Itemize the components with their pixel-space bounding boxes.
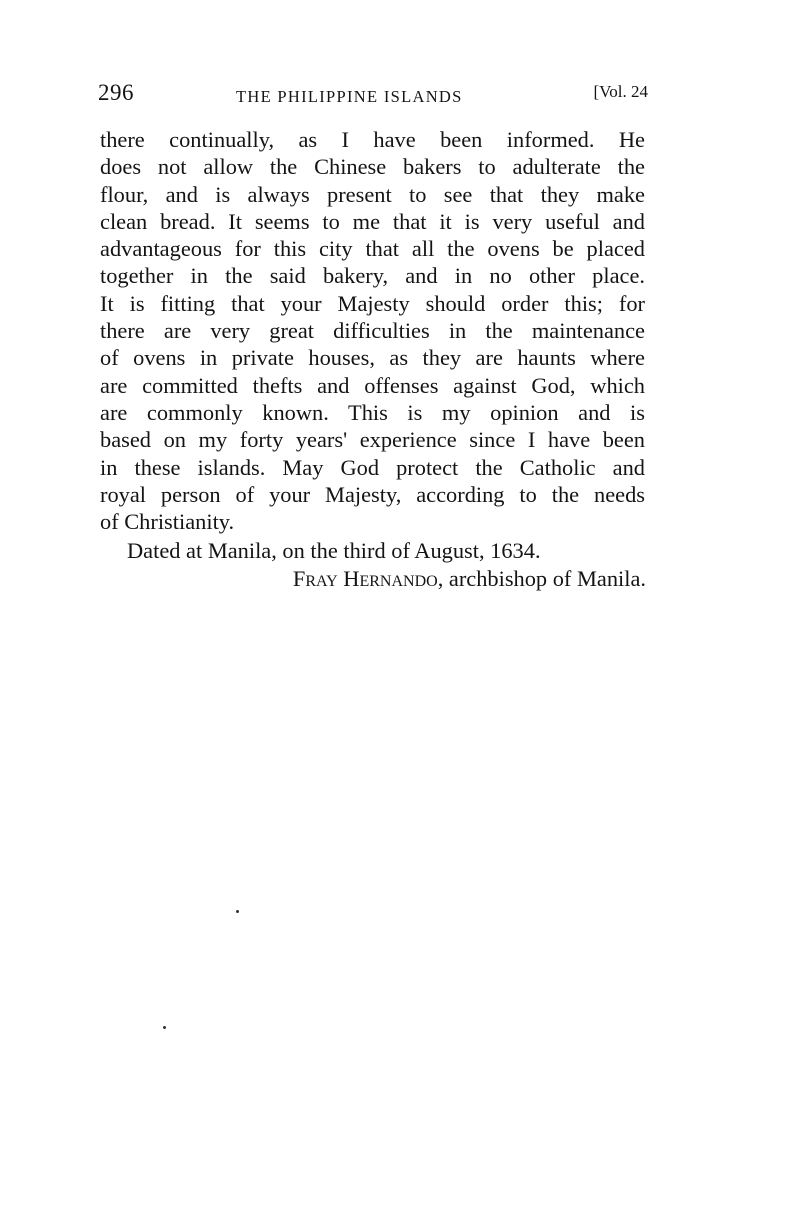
- text-line: It is fitting that your Majesty should order this; for: [100, 290, 645, 316]
- scan-speck: [163, 1026, 166, 1029]
- running-header: [98, 80, 648, 112]
- running-title: THE PHILIPPINE ISLANDS: [236, 87, 463, 106]
- text-line: based on my forty years' experience since I have been: [100, 427, 645, 453]
- text-line: of Christianity.: [100, 509, 235, 535]
- volume-marker: [Vol. 24: [593, 82, 648, 101]
- text-line: of ovens in private houses, as they are haunts where: [100, 345, 645, 371]
- body-paragraph: [100, 126, 645, 535]
- text-line: does not allow the Chinese bakers to adulterate the: [100, 154, 645, 180]
- text-line: in these islands. May God protect the Catholic and: [100, 454, 645, 480]
- text-line: clean bread. It seems to me that it is very useful and: [100, 208, 645, 234]
- text-line: royal person of your Majesty, according to the needs: [100, 481, 645, 507]
- text-line: are commonly known. This is my opinion and is: [100, 399, 645, 425]
- text-line: there are very great difficulties in the maintenance: [100, 318, 645, 344]
- signatory-name: Fray Hernando: [292, 566, 438, 591]
- text-line: there continually, as I have been informed. He: [100, 127, 645, 152]
- scan-speck: [236, 910, 239, 913]
- page-number: 296: [98, 80, 134, 105]
- signatory-title: , archbishop of Manila.: [437, 566, 646, 591]
- signature: [293, 565, 646, 592]
- text-line: flour, and is always present to see that they make: [100, 181, 645, 207]
- text-line: are committed thefts and offenses against God, which: [100, 372, 645, 398]
- text-line: together in the said bakery, and in no other place.: [100, 263, 645, 289]
- dateline: Dated at Manila, on the third of August, 1634.: [127, 538, 541, 563]
- text-line: advantageous for this city that all the ovens be placed: [100, 236, 645, 262]
